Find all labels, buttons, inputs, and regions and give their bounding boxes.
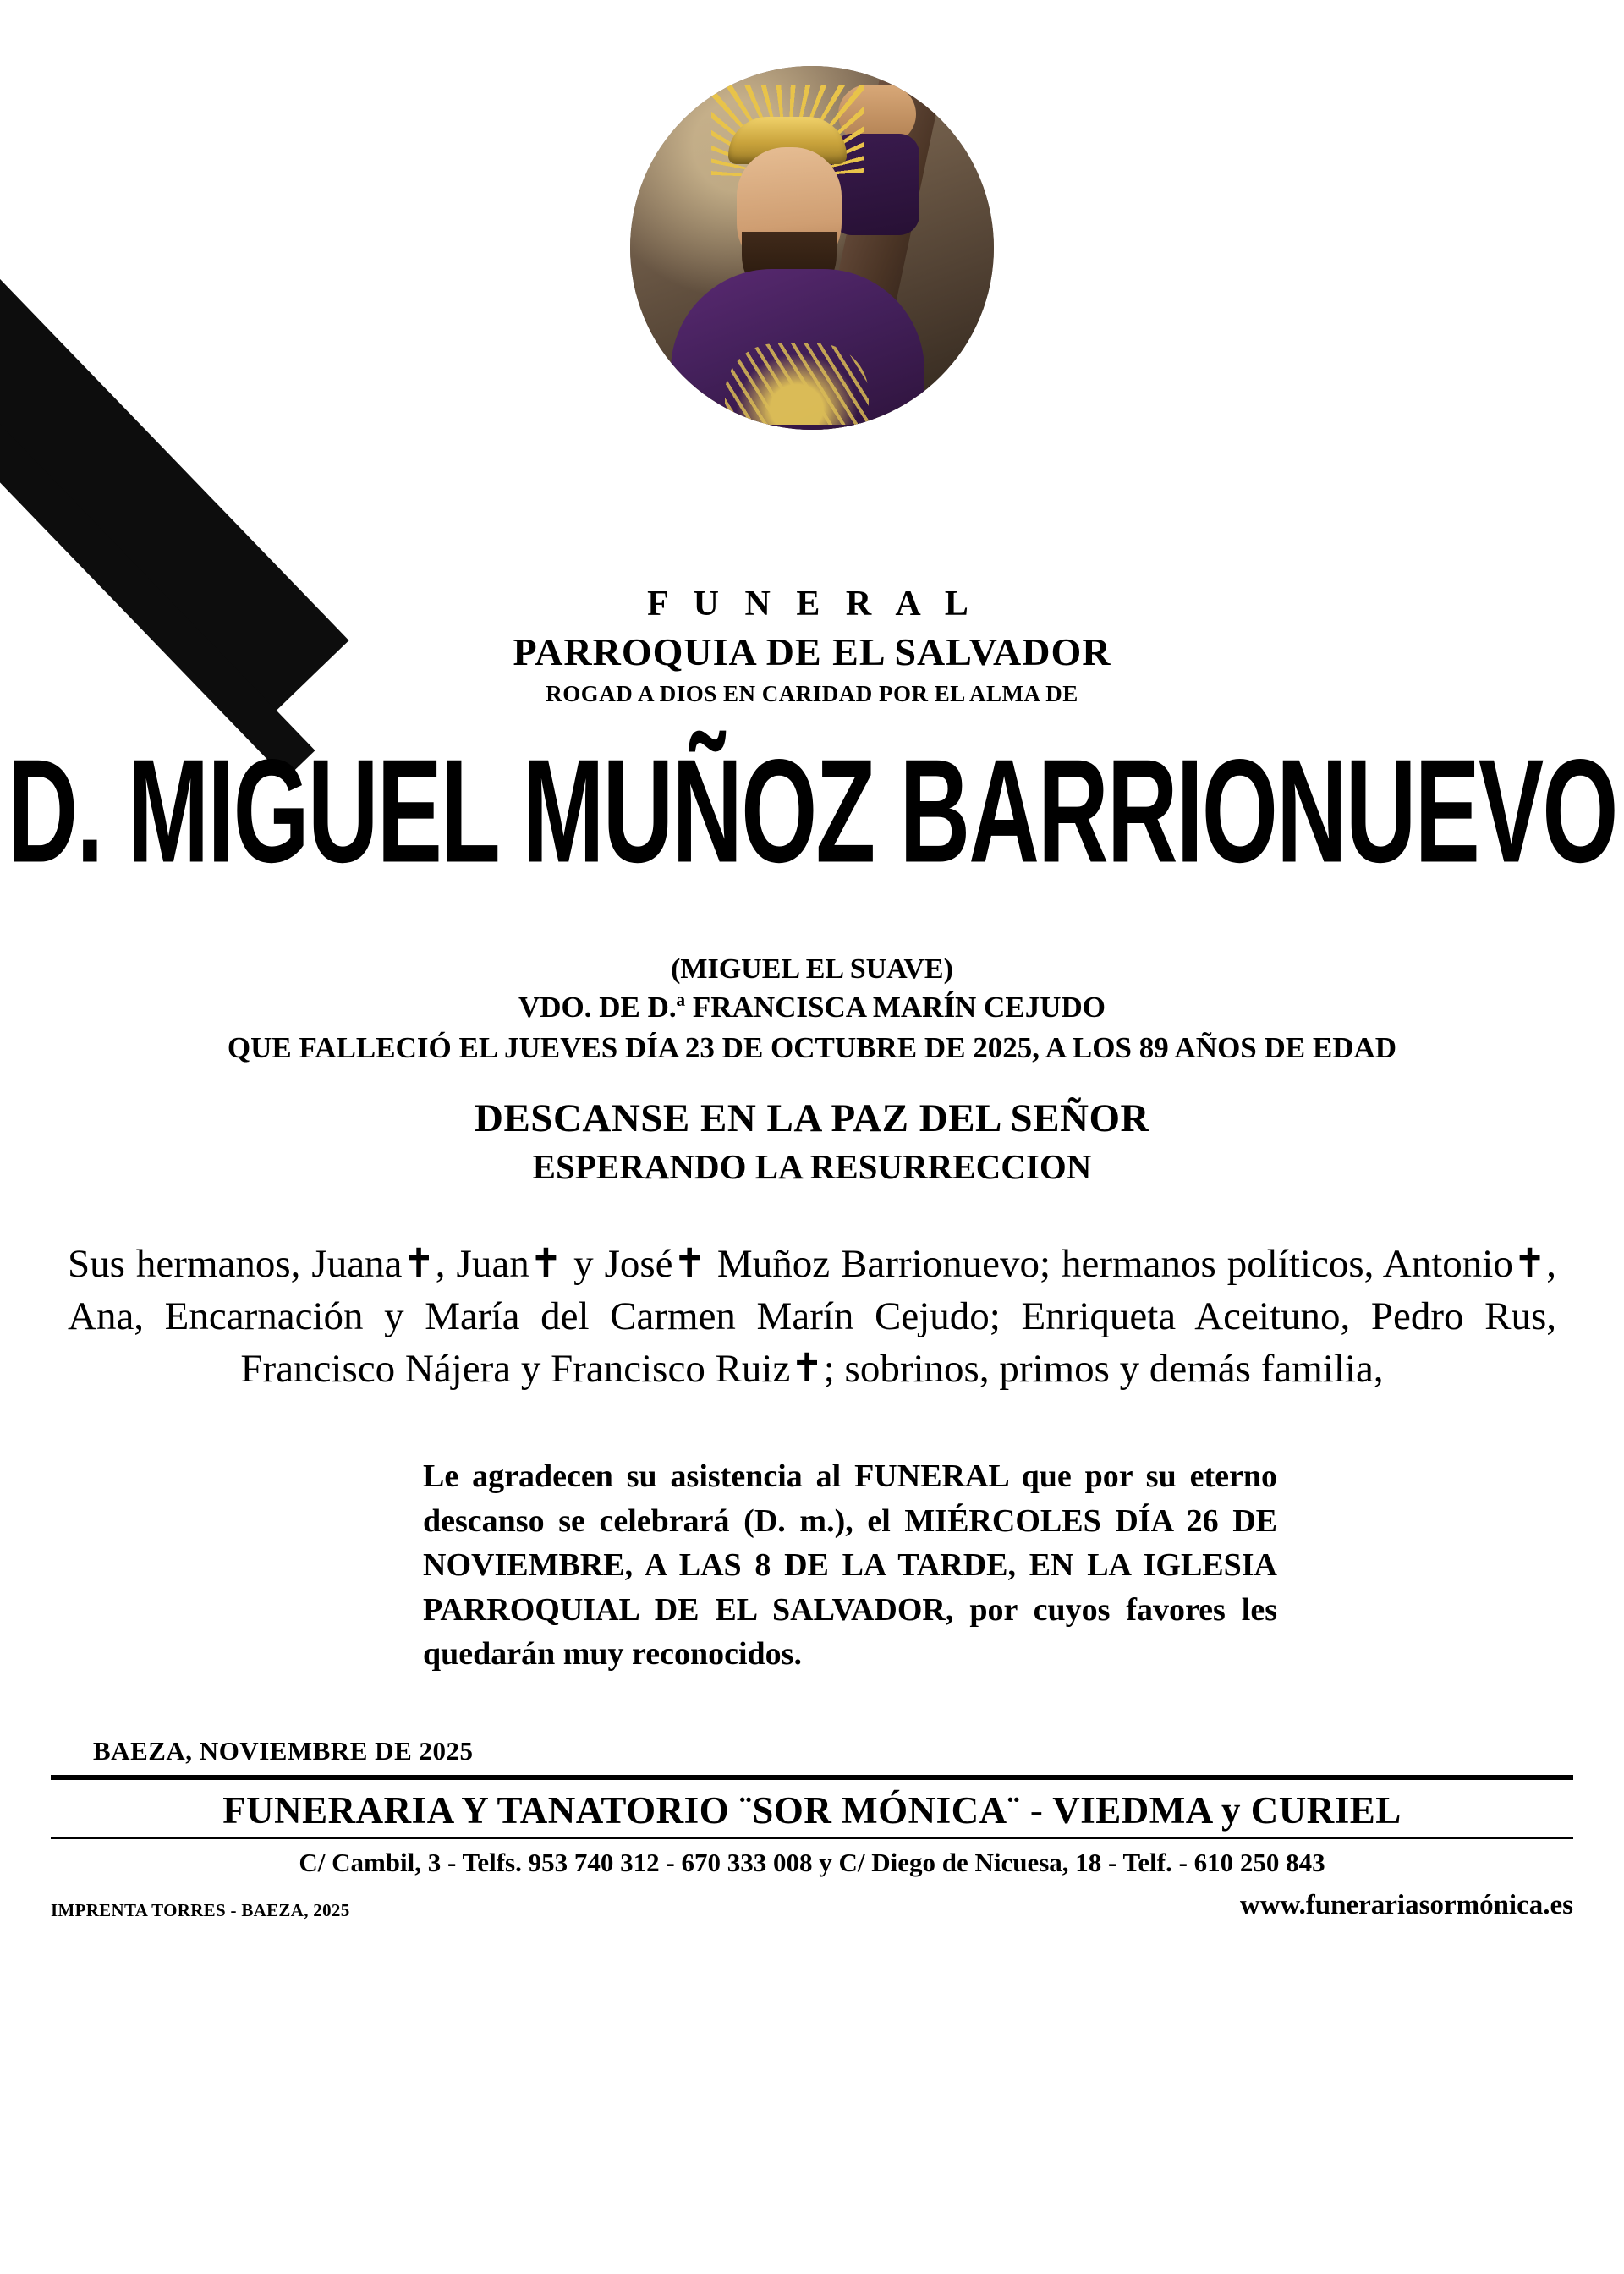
divider-thin [51,1837,1573,1839]
invitation-paragraph: Le agradecen su asistencia al FUNERAL que por su eterno descanso se celebrará (D. m.), el MIÉRCOLES DÍA 26 DE NOVIEMBRE, A LAS 8 DE LA TARDE, EN LA IGLESIA PARROQUIAL DE EL SALVADOR, por cuyos favores les quedarán muy reconocidos. [423,1458,1277,1673]
funeral-home-name: FUNERARIA Y TANATORIO ¨SOR MÓNICA¨ - VIEDMA y CURIEL [222,1788,1402,1832]
deceased-alias: (MIGUEL EL SUAVE) [671,953,953,986]
website-link[interactable]: www.funerariasormónica.es [1239,1889,1573,1920]
resurrection-line: ESPERANDO LA RESURRECCION [532,1147,1092,1187]
funeral-home-address: C/ Cambil, 3 - Telfs. 953 740 312 - 670 333 008 y C/ Diego de Nicuesa, 18 - Telf. - 610 250 843 [299,1847,1325,1877]
parish-heading: PARROQUIA DE EL SALVADOR [513,630,1111,673]
printer-credit: IMPRENTA TORRES - BAEZA, 2025 [51,1899,350,1920]
divider-thick [51,1775,1573,1780]
family-list: Sus hermanos, Juana✝, Juan✝ y José✝ Muñoz Barrionuevo; hermanos políticos, Antonio✝, Ana, Encarnación y María del Carmen Marín Cejudo; Enriqueta Aceituno, Pedro Rus, Francisco Nájera y Francisco Ruiz✝; sobrinos, primos y demás familia, [68,1242,1556,1392]
deceased-name: D. MIGUEL MUÑOZ BARRIONUEVO [7,728,1617,893]
footer-row [51,1890,1573,1921]
funeral-heading: F U N E R A L [647,585,977,623]
spouse-line: VDO. DE D.ª FRANCISCA MARÍN CEJUDO [518,991,1106,1024]
invocation-text: ROGAD A DIOS EN CARIDAD POR EL ALMA DE [546,681,1078,706]
rest-in-peace-line: DESCANSE EN LA PAZ DEL SEÑOR [475,1096,1149,1141]
place-date: BAEZA, NOVIEMBRE DE 2025 [93,1735,474,1766]
death-line: QUE FALLECIÓ EL JUEVES DÍA 23 DE OCTUBRE DE 2025, A LOS 89 AÑOS DE EDAD [227,1031,1397,1065]
